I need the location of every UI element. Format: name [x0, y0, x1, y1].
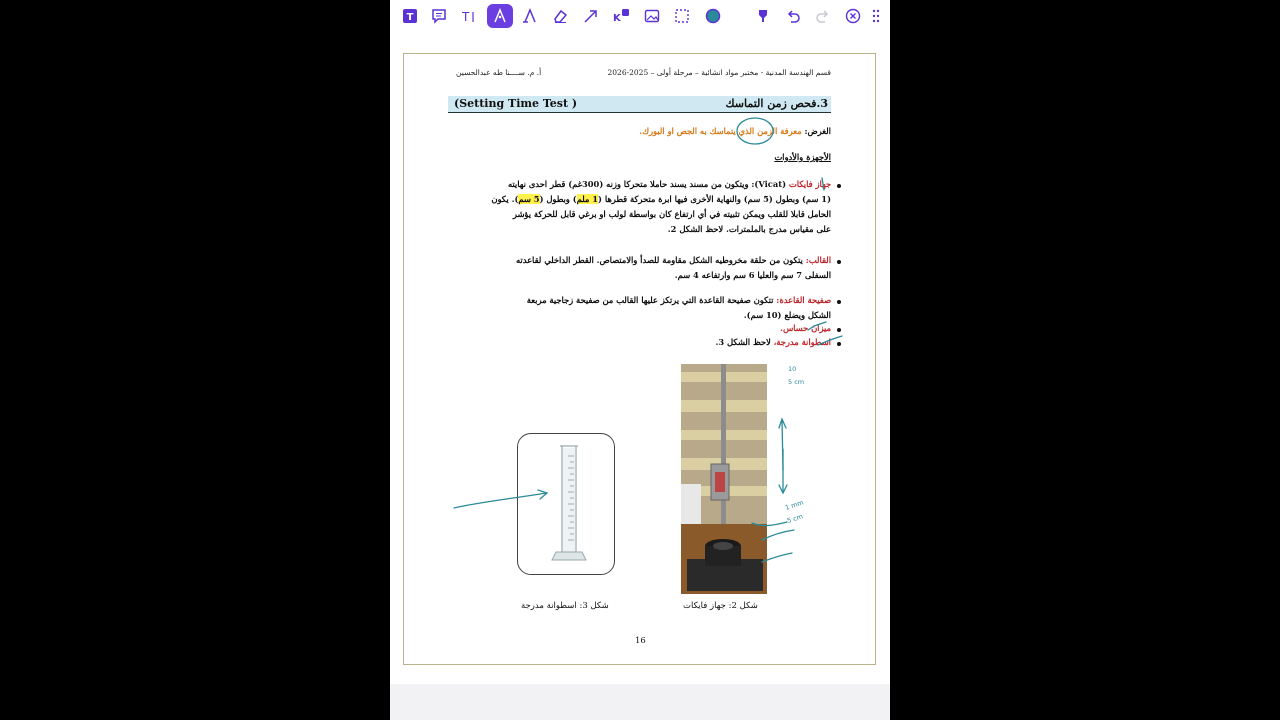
base-line-2: الشكل ويضلع (10 سم).: [743, 310, 831, 320]
page-number: 16: [635, 636, 646, 646]
cylinder-label: اسطوانة مدرجة،: [773, 337, 831, 347]
ink-note: 1 mm: [784, 498, 805, 512]
vicat-paragraph: [447, 177, 831, 237]
bullet-dot: [837, 342, 841, 346]
base-text-1: تتكون صفيحة القاعدة التي يرتكز عليها القالب من صفيحة زجاجية مربعة: [526, 295, 774, 305]
mould-paragraph: [447, 253, 831, 283]
pdf-page-canvas[interactable]: [390, 32, 890, 684]
vicat-highlight-2: 5 سم: [518, 194, 540, 204]
bullet-dot: [837, 184, 841, 188]
highlighter-tool-icon[interactable]: [517, 4, 543, 28]
base-plate-paragraph: [447, 293, 831, 323]
vicat-line-1: [447, 177, 831, 192]
ink-note: 5 cm: [788, 378, 805, 386]
ink-note: 10: [788, 365, 797, 373]
vicat-highlight-1: 1 ملم: [576, 194, 599, 204]
vicat-line-4: على مقياس مدرج بالملمترات. لاحظ الشكل 2.: [667, 224, 831, 234]
vicat-text-2a: (1 سم) وبطول (5 سم) والنهاية الأخرى فيها ابرة متحركة قطرها (: [598, 194, 831, 204]
section-title-arabic: 3.فحص زمن التماسك: [725, 97, 828, 110]
pen-tool-icon[interactable]: [487, 4, 513, 28]
header-author: أ. م. ســــنا طه عبدالحسين: [456, 68, 542, 77]
graduated-cylinder-figure: [517, 433, 615, 575]
vicat-line-3: الحامل قابلا للقلب ويمكن تثبيته في أي ارتفاع كان بواسطة لولب او برغي قابل للحركة يؤشر: [512, 209, 831, 219]
stylus-tool-icon[interactable]: [750, 4, 776, 28]
mould-line-2: السفلى 7 سم والعليا 6 سم وارتفاعه 4 سم.: [674, 270, 831, 280]
base-line-1: [447, 293, 831, 308]
purpose-text: معرفة الزمن الذي يتماسك به الجص او البورك.: [639, 126, 802, 136]
equipment-heading: الأجهزة والأدوات: [774, 152, 831, 162]
graduated-cylinder-image: [518, 434, 614, 574]
bullet-dot: [837, 328, 841, 332]
vicat-apparatus-photo: [681, 364, 767, 594]
vicat-line-2: [447, 192, 831, 207]
undo-icon[interactable]: [780, 4, 806, 28]
cylinder-item: [447, 335, 831, 350]
cylinder-text: لاحظ الشكل 3.: [715, 337, 771, 347]
close-icon[interactable]: [840, 4, 866, 28]
mould-line-1: [447, 253, 831, 268]
document-page: [403, 53, 876, 665]
bullet-dot: [837, 300, 841, 304]
ink-note: 5 cm: [786, 512, 804, 525]
selection-tool-icon[interactable]: [669, 4, 695, 28]
vicat-text-2b: ) وبطول (: [539, 194, 577, 204]
image-tool-icon[interactable]: [639, 4, 665, 28]
annotation-toolbar: [390, 0, 890, 32]
figure-3-caption: شكل 3: اسطوانة مدرجة: [521, 601, 609, 611]
header-department: قسم الهندسة المدنية - مختبر مواد انشائية – مرحلة أولى – 2025-2026: [607, 68, 831, 77]
text-box-tool-icon[interactable]: [397, 4, 423, 28]
vicat-text-2c: ). يكون: [491, 194, 519, 204]
vicat-apparatus-image: [681, 364, 767, 594]
purpose-label: الغرض:: [804, 126, 831, 136]
svg-text:T: T: [462, 10, 470, 24]
vicat-text-1: (Vicat): ويتكون من مسند يسند حاملا متحركا وزنه (300غم) قطر احدى نهايته: [507, 179, 786, 189]
comment-tool-icon[interactable]: [426, 4, 452, 28]
more-options-icon[interactable]: [868, 4, 884, 28]
svg-text:T: T: [406, 12, 414, 23]
figure-2-caption: شكل 2: جهاز فايكات: [683, 601, 758, 611]
arrow-tool-icon[interactable]: [578, 4, 604, 28]
section-title-bar: [448, 96, 831, 113]
purpose-line: [451, 124, 831, 139]
pdf-annotator-app: [390, 0, 890, 720]
mould-text-1: يتكون من حلقة مخروطيه الشكل مقاومة للصدأ والامتصاص. القطر الداخلي لقاعدته: [515, 255, 803, 265]
mould-label: القالب:: [805, 255, 831, 265]
color-picker-icon[interactable]: [700, 4, 726, 28]
shape-tool-icon[interactable]: [608, 4, 634, 28]
text-tool-icon[interactable]: [456, 4, 482, 28]
eraser-tool-icon[interactable]: [547, 4, 573, 28]
redo-icon[interactable]: [810, 4, 836, 28]
section-title-english: (Setting Time Test ): [454, 97, 578, 110]
balance-item: ميزان حساس.: [780, 323, 831, 333]
vicat-label: جهاز فايكات: [788, 179, 831, 189]
svg-text:K: K: [613, 13, 621, 24]
base-label: صفيحة القاعدة:: [776, 295, 831, 305]
bullet-dot: [837, 260, 841, 264]
